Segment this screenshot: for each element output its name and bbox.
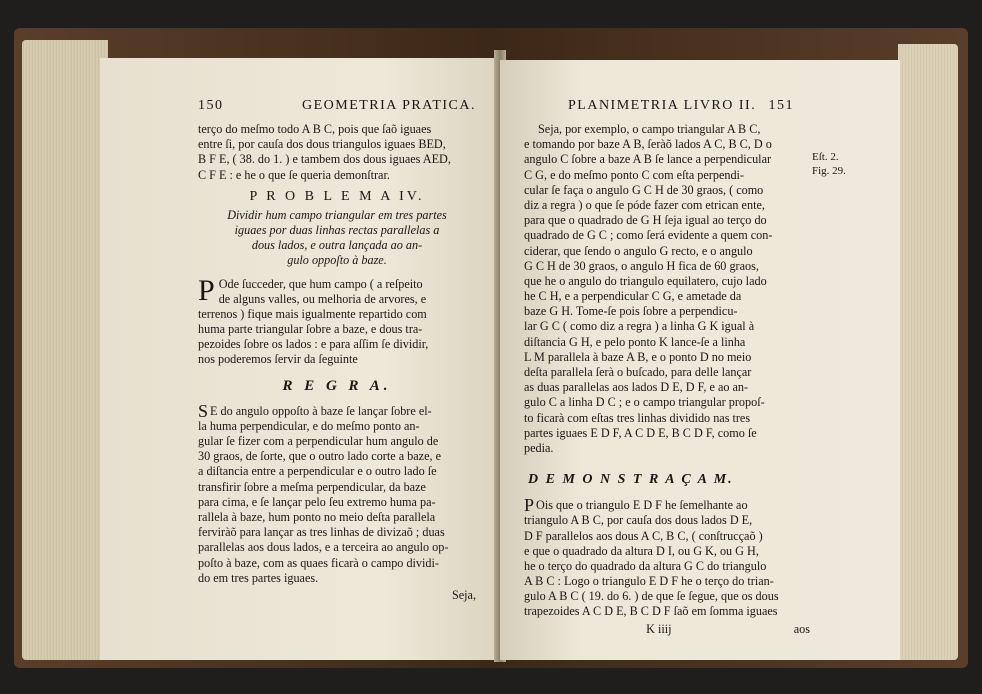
text-line: e tomando por baze A B, ſeràõ lados A C, B C, D o bbox=[524, 137, 772, 152]
text-line: gular ſe fizer com a perpendicular hum angulo de bbox=[198, 434, 439, 448]
left-running-title: GEOMETRIA PRATICA. bbox=[301, 98, 476, 113]
text-line: C G, e do meſmo ponto C com eſta perpendi- bbox=[524, 167, 745, 182]
left-page bbox=[100, 58, 500, 660]
paragraph-1 bbox=[198, 273, 476, 368]
text-line: gulo C a linha D C ; e o campo triangular propoſ- bbox=[524, 395, 765, 410]
right-main-text bbox=[524, 122, 810, 456]
text-line: dous lados, e outra lançada ao an- bbox=[251, 238, 423, 253]
text-line: trapezoides A C D E, B C D F ſaõ em ſomma iguaes bbox=[524, 604, 778, 619]
text-line: gulo A B C ( 19. do 6. ) de que ſe ſegue, que os dous bbox=[524, 589, 779, 604]
text-line: L M parallela à baze A B, e o ponto D no meio bbox=[524, 349, 752, 364]
text-line: triangulo A B C, por cauſa dos dous lados D E, bbox=[524, 513, 753, 528]
text-line: angulo C ſobre a baze A B ſe lance a perpendicular bbox=[524, 152, 772, 167]
text-line: ferviràõ para lançar as tres linhas de divizaõ ; duas bbox=[198, 525, 445, 540]
text-line: Ois que o triangulo E D F he ſemelhante ao bbox=[536, 498, 748, 513]
text-line: poſto à baze, com as quaes ficarà o campo dividi- bbox=[198, 555, 439, 570]
text-line: to ficarà com eſtas tres linhas dividido nas tres bbox=[524, 410, 751, 425]
text-line: C F E : e he o que ſe queria demonſtrar. bbox=[198, 167, 390, 182]
text-line: para que o quadrado de G H ſeja igual ao terço do bbox=[524, 213, 767, 228]
text-line: he C H, e a perpendicular C G, e ametade da bbox=[524, 289, 742, 304]
text-line: rallela à baze, hum ponto no meio deſta parallela bbox=[198, 509, 436, 524]
text-line: deſta parallela ſerà o buſcado, para delle lançar bbox=[524, 365, 752, 379]
demonstration-heading: D E M O N S T R A Ç A M. bbox=[528, 472, 734, 488]
text-line: diz a regra ) o que ſe póde fazer com etrican ente, bbox=[524, 197, 765, 212]
text-line: gulo oppoſto à baze. bbox=[287, 253, 387, 268]
demonstration-text bbox=[524, 495, 810, 620]
text-line: G C H de 30 graos, o angulo H fica de 60 graos, bbox=[524, 258, 759, 273]
regra-heading: R E G R A. bbox=[282, 377, 392, 394]
signature-mark: K iiij bbox=[646, 621, 672, 636]
margin-note bbox=[812, 150, 846, 178]
right-running-title: PLANIMETRIA LIVRO II. bbox=[568, 98, 757, 113]
text-line: terço do meſmo todo A B C, pois que ſaõ iguaes bbox=[198, 122, 432, 136]
text-line: A B C : Logo o triangulo E D F he o terço do trian- bbox=[524, 574, 774, 589]
text-line: que he o angulo do triangulo equilatero, cujo lado bbox=[524, 273, 767, 288]
right-page-number: 151 bbox=[768, 98, 794, 113]
text-line: 30 graos, de ſorte, que o outro lado corte a baze, e bbox=[198, 449, 441, 464]
text-line: Dividir hum campo triangular em tres partes bbox=[227, 207, 447, 222]
left-footer bbox=[198, 588, 476, 603]
catchword: aos bbox=[793, 621, 810, 636]
text-line: nos poderemos ſervir da ſeguinte bbox=[198, 352, 358, 367]
text-line: Seja, por exemplo, o campo triangular A B C, bbox=[538, 122, 761, 136]
problem-title: P R O B L E M A IV. bbox=[249, 188, 425, 204]
left-intro-text bbox=[198, 122, 476, 183]
text-line: de alguns valles, ou melhoria de arvores, e bbox=[218, 291, 427, 306]
right-page-edges bbox=[898, 44, 958, 660]
text-line: la huma perpendicular, e do meſmo ponto an- bbox=[198, 418, 420, 433]
text-line: transfirir ſobre a meſma perpendicular, da baze bbox=[198, 479, 426, 494]
text-line: pezoides ſobre os lados : e para aſſim ſe dividir, bbox=[198, 337, 429, 352]
text-line: D F parallelos aos dous A C, B C, ( conſtrucçaõ ) bbox=[524, 528, 763, 543]
text-line: a diſtancia entre a perpendicular e o outro lado ſe bbox=[198, 464, 437, 479]
right-running-head bbox=[524, 98, 892, 116]
drop-cap: P bbox=[198, 273, 215, 307]
text-line: as duas parallelas aos lados D E, D F, e ao an- bbox=[524, 380, 749, 395]
margin-note-figure: Fig. 29. bbox=[812, 165, 846, 177]
text-line: iguaes por duas linhas rectas parallelas a bbox=[234, 222, 440, 237]
text-line: entre ſi, por cauſa dos dous triangulos iguaes BED, bbox=[198, 137, 446, 152]
margin-note-plate: Eſt. 2. bbox=[812, 151, 839, 163]
text-line: pedia. bbox=[524, 440, 554, 455]
catchword: Seja, bbox=[451, 587, 476, 602]
left-page-number: 150 bbox=[198, 98, 224, 113]
text-line: para cima, e ſe lançar pelo ſeu extremo huma pa- bbox=[198, 494, 436, 509]
problem-statement bbox=[198, 208, 476, 269]
text-line: e que o quadrado da altura D I, ou G K, ou G H, bbox=[524, 543, 759, 558]
text-line: cular ſe faça o angulo G C H de 30 graos, ( como bbox=[524, 182, 764, 197]
text-line: huma parte triangular ſobre a baze, e dous tra- bbox=[198, 322, 423, 337]
text-line: B F E, ( 38. do 1. ) e tambem dos dous iguaes AED, bbox=[198, 152, 451, 167]
left-running-head bbox=[198, 98, 476, 116]
text-line: Ode ſucceder, que hum campo ( a reſpeito bbox=[218, 276, 423, 291]
text-line: do em tres partes iguaes. bbox=[198, 570, 319, 585]
text-line: terrenos ) fique mais igualmente repartido com bbox=[198, 306, 427, 321]
text-line: partes iguaes E D F, A C D E, B C D F, como ſe bbox=[524, 425, 757, 440]
text-line: lar G C ( como diz a regra ) a linha G K igual à bbox=[524, 319, 755, 334]
text-line: baze G H. Tome-ſe pois ſobre a perpendicu- bbox=[524, 304, 738, 319]
right-footer bbox=[524, 622, 810, 637]
drop-cap: P bbox=[524, 495, 535, 516]
text-line: quadrado de G C ; como ſerá evidente a quem con- bbox=[524, 228, 773, 243]
paragraph-2 bbox=[198, 400, 476, 586]
text-line: E do angulo oppoſto à baze ſe lançar ſobre el- bbox=[210, 403, 432, 418]
text-line: parallelas aos dous lados, e a terceira ao angulo op- bbox=[198, 540, 449, 555]
left-page-edges bbox=[22, 40, 108, 660]
drop-cap: S bbox=[198, 400, 209, 421]
text-line: diſtancia G H, e pelo ponto K lance-ſe a linha bbox=[524, 334, 746, 349]
text-line: ciderar, que ſendo o angulo G recto, e o angulo bbox=[524, 243, 753, 258]
text-line: he o terço do quadrado da altura G C do triangulo bbox=[524, 558, 767, 573]
